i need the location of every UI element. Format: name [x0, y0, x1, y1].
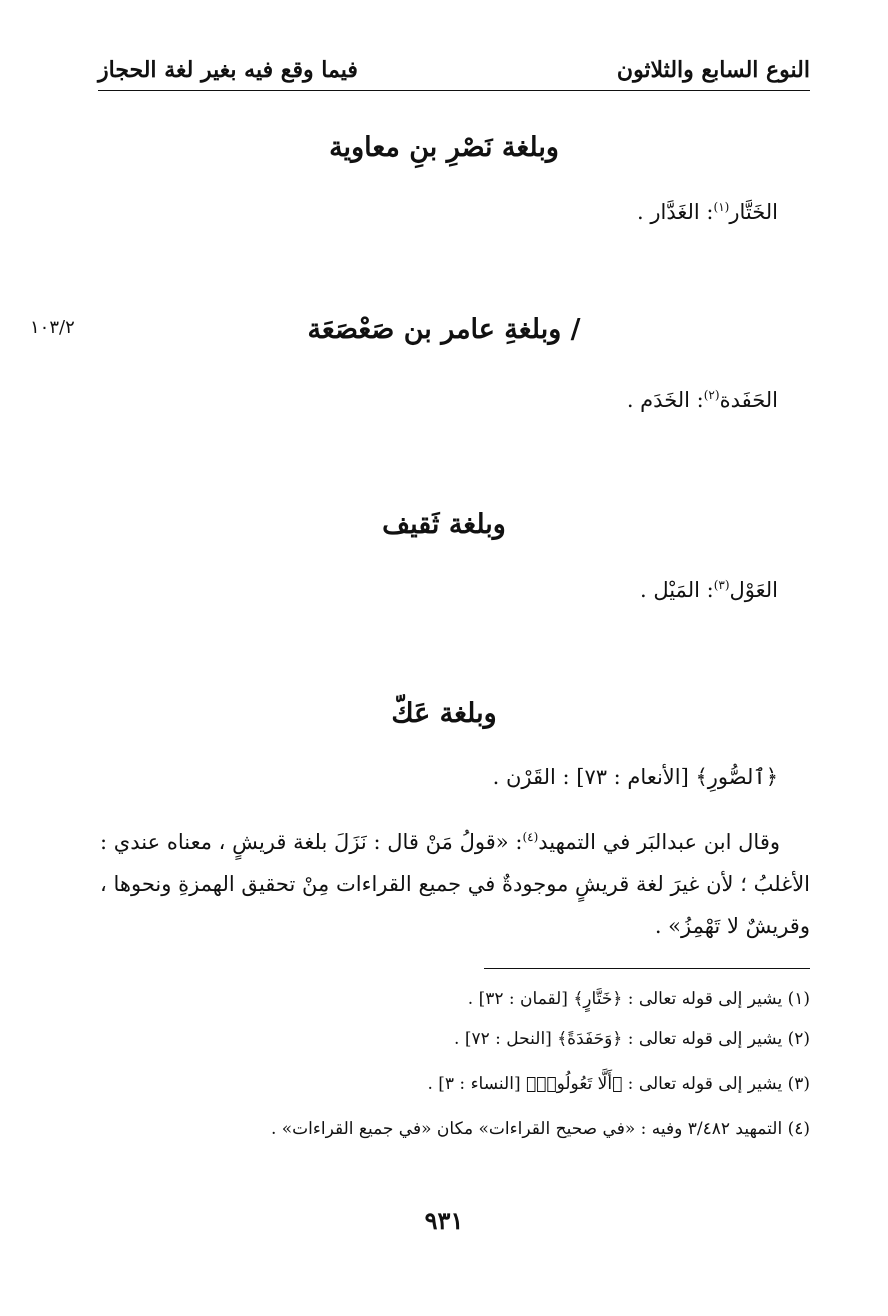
footnote-ref: (٤) [522, 830, 539, 844]
entry-word: الحَفَدة [719, 388, 778, 412]
section-heading: وبلغة عَكّ [391, 698, 497, 729]
section-heading: وبلغة نَصْرِ بنِ معاوية [329, 132, 559, 163]
glossary-entry: ﴿ٱلصُّورِ﴾ [الأنعام : ٧٣] : القَرْن . [492, 765, 778, 789]
footnote-ref: (٢) [703, 388, 720, 402]
footnote: (٣) يشير إلى قوله تعالى : ﴿أَلَّا تَعُولُوا۟﴾ [النساء : ٣] . [427, 1074, 810, 1094]
page-number: ٩٣١ [424, 1206, 464, 1235]
body-text-start: وقال ابن عبدالبَر في التمهيد [538, 830, 780, 854]
header-rule [98, 90, 810, 91]
footnote-ref: (١) [713, 200, 730, 214]
body-text-quote: : «قولُ مَنْ قال : نَزَلَ بلغة قريشٍ ، معناه عندي : الأغلبُ ؛ لأن غيرَ لغة قريشٍ موجودةٌ في جميع القراءات مِنْ تحقيق الهمزةِ ونحوها ، وقريشٌ لا تَهْمِزُ» . [100, 830, 810, 938]
entry-meaning: : الغَدَّار . [637, 200, 714, 224]
footnote-separator [484, 968, 810, 969]
footnote: (١) يشير إلى قوله تعالى : ﴿خَتَّارٍ﴾ [لقمان : ٣٢] . [467, 989, 810, 1009]
section-title: فيما وقع فيه بغير لغة الحجاز [98, 57, 358, 83]
section-heading: وبلغة ثَقيف [382, 509, 506, 540]
footnote: (٤) التمهيد ٣/٤٨٢ وفيه : «في صحيح القراءات» مكان «في جميع القراءات» . [270, 1119, 810, 1139]
chapter-title: النوع السابع والثلاثون [616, 57, 810, 83]
glossary-entry [640, 570, 778, 605]
entry-meaning: : المَيْل . [639, 578, 714, 602]
section-heading: / وبلغةِ عامر بن صَعْصَعَة [307, 314, 581, 345]
glossary-entry [627, 380, 778, 415]
glossary-entry [637, 192, 778, 227]
body-paragraph [100, 816, 810, 947]
entry-word: الخَتَّار [729, 200, 778, 224]
entry-word: العَوْل [729, 578, 778, 602]
footnote-ref: (٣) [713, 578, 730, 592]
footnote: (٢) يشير إلى قوله تعالى : ﴿وَحَفَدَةً﴾ [النحل : ٧٢] . [454, 1029, 810, 1049]
entry-meaning: : الخَدَم . [626, 388, 704, 412]
margin-note: ١٠٣/٢ [30, 317, 75, 338]
